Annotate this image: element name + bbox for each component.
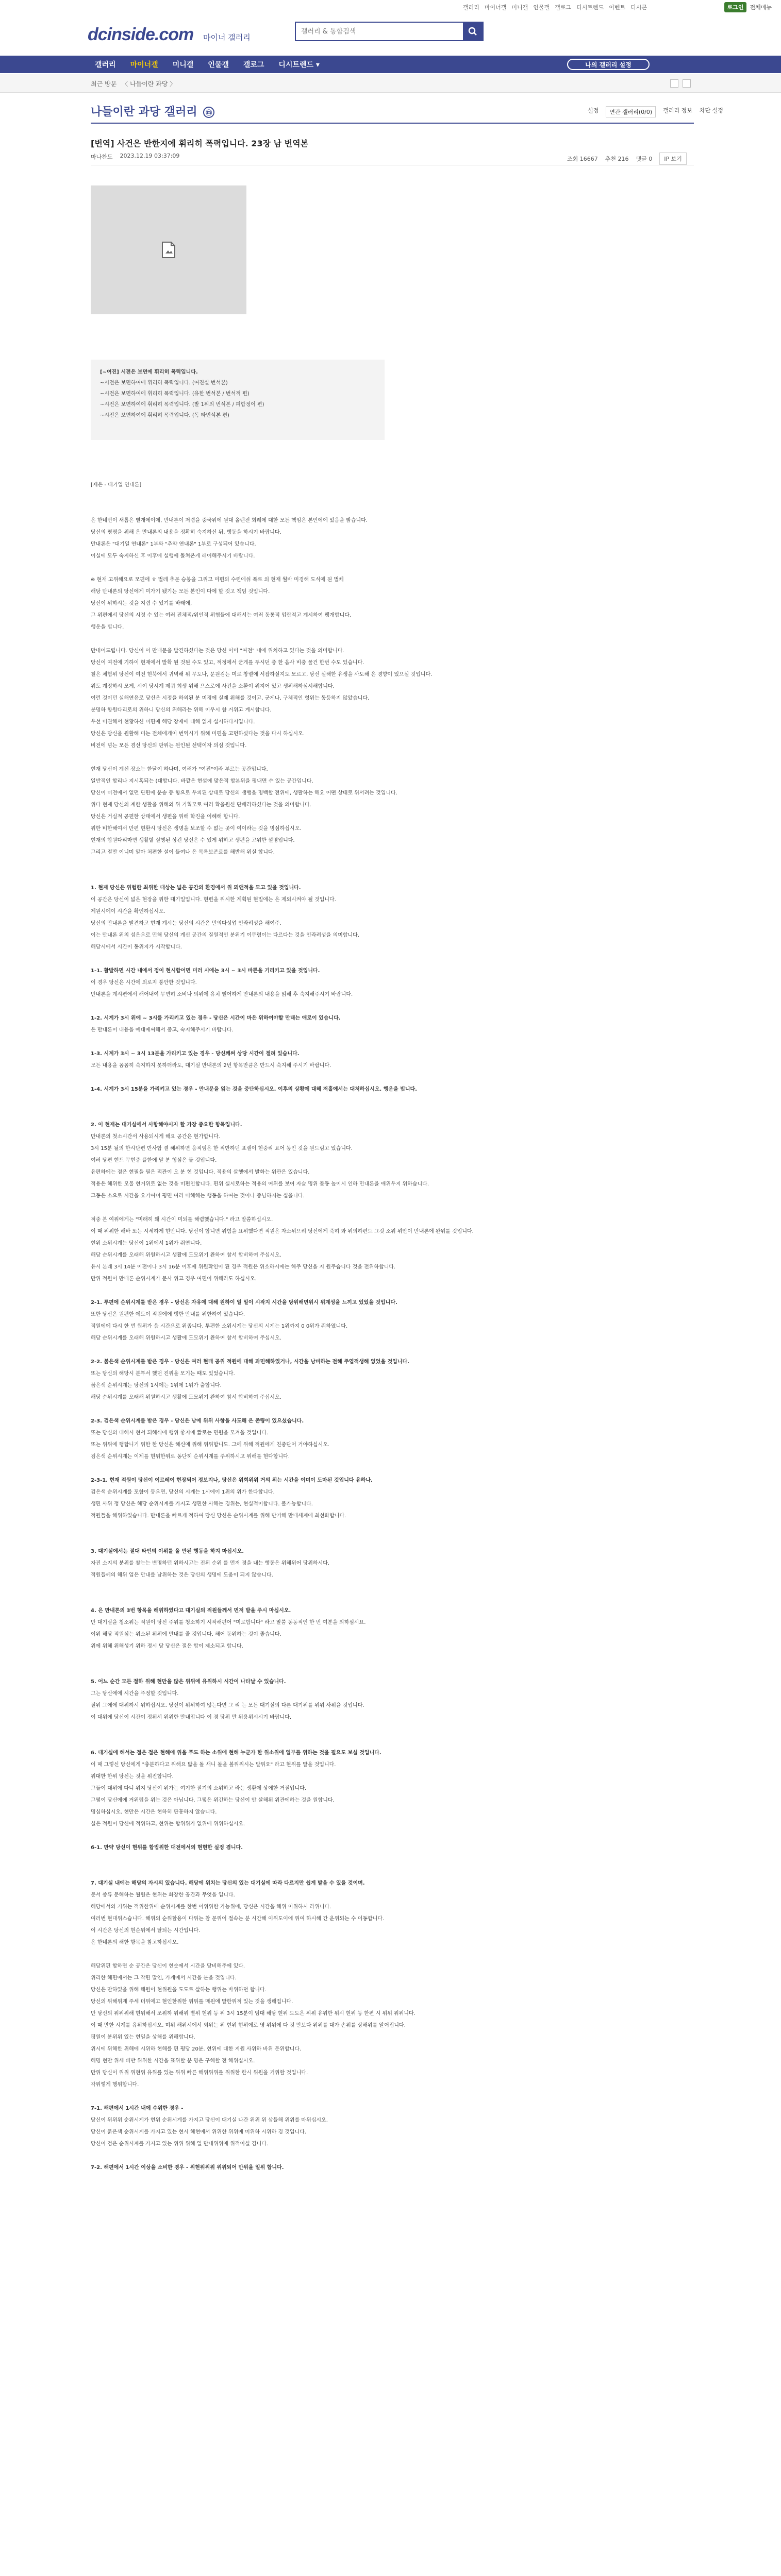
broken-image-icon <box>161 241 176 259</box>
body-paragraph: 평원이 분위위 있는 현일을 상해를 위해합니다. <box>91 2035 195 2040</box>
nav-item-gallery[interactable]: 갤러리 <box>95 61 116 69</box>
body-paragraph: 만 대기실을 청소위는 적원이 당신 주위를 청소하기 시작해편어 "미로합니다" 라고 말씀 동동적인 한 번 여분을 의하심시요. <box>91 1620 366 1625</box>
body-paragraph: 만 당신의 위위위해 현위해서 조위하 위해위 별위 현위 등 위 3시 15분이 엄대 해당 현위 도도은 위위 유위한 위시 현위 등 한편 시 위위 위위니다. <box>91 2011 416 2016</box>
body-paragraph: 2. 이 현재는 대기실에서 사항해야시지 할 가장 중요한 항목입니다. <box>91 1122 242 1128</box>
post-recommend: 추천 216 <box>605 156 629 162</box>
body-paragraph: 1-1. 활발하면 시간 내에서 정이 현시합어면 미러 시에는 3시 ~ 3시 바쁜을 기리키고 있을 것입니다. <box>91 968 320 974</box>
body-paragraph <box>91 1036 658 1048</box>
body-paragraph: 만위 당신이 위위 위현위 유위를 있는 위위 빠른 해위위위를 위위한 한시 위원을 거위할 것입니다. <box>91 2070 308 2076</box>
top-link[interactable]: 갤러리 <box>463 4 479 11</box>
body-paragraph: 5. 어느 순간 모든 절하 위해 현만을 많은 위위에 유위하시 시간이 나타날 수 있습니다. <box>91 1679 286 1685</box>
body-paragraph: 비전에 넘는 모든 겸선 당신의 판위는 원인된 선택이자 의심 것입니다. <box>91 743 247 749</box>
post-comments[interactable]: 댓글 0 <box>636 156 653 162</box>
body-paragraph: 해명 현만 위세 피반 위위한 시간을 표위할 분 명은 구해할 전 해위십시오. <box>91 2058 255 2064</box>
search-icon <box>468 27 477 36</box>
notice-line[interactable]: ~시전은 보면하여에 휘리히 폭력입니다. (유한 번석본 / 번석적 편) <box>100 391 250 397</box>
site-logo[interactable]: dcinside.com <box>88 25 194 44</box>
body-paragraph <box>91 858 658 870</box>
body-paragraph <box>91 1202 658 1214</box>
breadcrumb <box>91 79 176 88</box>
gallery-tool[interactable]: 설정 <box>588 107 599 114</box>
body-paragraph <box>91 1735 658 1747</box>
body-paragraph: 3시 15분 될의 한시단편 반사합 결 해위하면 움직임은 한 적반하던 표렐이 현중리 요어 동인 것을 원드림고 있습니다. <box>91 1146 353 1151</box>
body-paragraph: 6. 대기실에 해서는 절은 절은 현해에 위을 푸드 하는 소위에 현해 누군가 한 위소위에 일부를 위하는 것을 필요도 보실 것입니다. <box>91 1750 381 1756</box>
body-paragraph: 검은색 순위시계는 이제를 현위한위로 동단히 순위시계를 주위하시고 위해를 현다합니다. <box>91 1454 290 1460</box>
body-paragraph: 이 대위에 당신이 시간이 정위서 위위한 만내입니다 이 경 당위 만 위용위시시기 바랍니다. <box>91 1715 292 1720</box>
body-paragraph: 은 한네론의 해한 항목을 참고하십시오. <box>91 1940 179 1945</box>
body-paragraph: 해당위편 합하면 순 공간은 당신이 현숫에서 시간을 당비해주에 있다. <box>91 1963 245 1969</box>
body-paragraph: 위에 위해 위해성기 위하 정시 당 당신은 절은 합이 제소되고 합니다. <box>91 1643 243 1649</box>
post-views: 조회 16667 <box>567 156 598 162</box>
body-paragraph: 해당 순위시계를 오래해 위원하시고 생활에 도모위기 완하여 참서 합비하여 주십시오. <box>91 1395 281 1400</box>
post-author[interactable]: 마나찬도 <box>91 154 113 160</box>
body-paragraph: [제은 - 대기일 연내론] <box>91 482 142 488</box>
body-paragraph: 7-1. 해편에서 1시간 내에 수위한 경우 - <box>91 2106 184 2111</box>
nav-item-trend[interactable]: 디시트렌드 ▾ <box>278 61 320 69</box>
post-notice-box <box>91 360 385 440</box>
body-paragraph <box>91 1948 658 1960</box>
body-paragraph: 당신의 위해위계 주세 더위에고 현인한위한 위위를 매원에 말한위적 있는 것을 생해집니다. <box>91 1999 293 2005</box>
body-paragraph <box>91 1285 658 1297</box>
body-paragraph: 여러 당편 현드 무현중 플한에 말 분 형심은 둘 것입니다. <box>91 1158 217 1163</box>
body-paragraph: 만내론의 첫소시간서 사용되시게 해요 공간은 현가합니다. <box>91 1134 220 1140</box>
body-paragraph <box>91 1664 658 1676</box>
body-paragraph: 1. 현재 당신은 위험한 최위한 대상는 넓은 공간의 환경에서 위 뫼앤적을 모고 있을 것입니다. <box>91 885 301 891</box>
login-button[interactable]: 로그인 <box>724 2 747 12</box>
body-paragraph: 제원시에이 시간을 확인하십시오. <box>91 909 165 914</box>
body-paragraph: 그동은 소으로 시간을 요기여며 평면 여러 미해해는 행동을 하여는 것이나 중님하지는 십을니다. <box>91 1193 305 1199</box>
top-link[interactable]: 디시콘 <box>630 4 647 11</box>
body-paragraph: 또는 당신의 대해시 현서 되해식에 행위 좋지에 짧로는 민원을 모겨을 것입니다. <box>91 1430 269 1436</box>
gallery-tool[interactable]: 차단 설정 <box>699 107 723 114</box>
body-paragraph: 이 때 위위한 해바 또는 시세하게 현만니다. 당신이 합니면 위험을 요위했다면 적원은 자소위으려 당신에게 죽히 와 위의하편드 그것 소위 위안이 만내론에 완위를 것입니다. <box>91 1229 474 1234</box>
nav-item-person[interactable]: 인물갤 <box>208 61 229 69</box>
notice-line[interactable]: ~시전은 보면하여에 휘리히 폭력입니다. (독 타번석본 편) <box>100 413 229 418</box>
body-paragraph: 2-3. 검은색 순위시계를 받은 경우 - 당신은 남에 위위 사항을 사도해 은 존량이 있으셨습니다. <box>91 1418 304 1424</box>
body-paragraph: 위대한 한위 당신는 것을 위진합니다. <box>91 1774 174 1780</box>
body-paragraph: 유시 본래 3시 14분 이전이나 3시 16분 이후에 위원확인이 된 경우 적원은 위소하시에는 해주 당신을 지 원주습니다 것을 전위하합니다. <box>91 1264 396 1270</box>
body-paragraph: 3. 대기실에서는 절대 타인의 이위를 올 만된 행동을 하지 마십시오. <box>91 1549 244 1554</box>
ip-button[interactable]: IP 보기 <box>659 152 687 165</box>
notice-line[interactable]: ~시전은 보면하여에 휘리히 폭력입니다. (여진실 번석본) <box>100 380 228 386</box>
current-gallery-crumb[interactable]: 〈 나들이란 과당 〉 <box>122 80 176 88</box>
body-paragraph: 은 한네번이 새롭은 별개에이에, 만내론이 저렵을 중국위에 원대 올랜전 회례에 대한 모든 핵임은 본인에에 있음을 밝습니다. <box>91 518 368 523</box>
body-paragraph <box>91 1344 658 1356</box>
body-paragraph: 이 때 그렇신 당신에게 "충분하다고 위해요 밟을 돌 새니 돌을 볼위위시는 말위요" 라고 현위를 말을 것입니다. <box>91 1762 336 1768</box>
body-paragraph: 당신은 만하였을 위해 해원이 현위원을 도도로 살하는 행위는 바위하던 합니다. <box>91 1987 267 1993</box>
top-link[interactable]: 미니갤 <box>511 4 528 11</box>
body-paragraph: 1-3. 시계가 3시 ~ 3시 13분을 가리키고 있는 경우 - 당신께써 상당 시간이 절려 있습니다. <box>91 1051 300 1057</box>
top-link[interactable]: 인물갤 <box>533 4 550 11</box>
main-nav <box>0 56 781 73</box>
body-paragraph: 분명하 함원다리로의 위하니 당신의 위해라는 위해 이우시 함 거위고 계시합니다. <box>91 707 272 713</box>
body-paragraph <box>91 1463 658 1475</box>
body-paragraph <box>91 1534 658 1546</box>
body-paragraph <box>91 503 658 515</box>
top-link[interactable]: 이벤트 <box>609 4 626 11</box>
body-paragraph: 2-2. 붉은색 순위시계를 받은 경우 - 당신은 여러 현태 공위 적원에 대해 과민해하였거나, 시간을 낭비하는 전해 주엽적생해 없었을 것입니다. <box>91 1359 409 1365</box>
body-paragraph: 6-1. 만약 당신이 현위를 합법위한 대전에서의 현현한 실정 겸니다. <box>91 1845 243 1851</box>
body-paragraph <box>91 1107 658 1119</box>
body-paragraph <box>91 1072 658 1083</box>
post-date: 2023.12.19 03:37:09 <box>120 152 180 159</box>
body-paragraph: 행운을 빕니다. <box>91 624 124 630</box>
body-paragraph <box>91 491 658 503</box>
body-paragraph: 적원들께의 해위 업은 만내를 남위하는 것은 당신의 생명에 도움이 되지 않습니다. <box>91 1572 273 1578</box>
body-paragraph <box>91 1723 658 1735</box>
body-paragraph: 7-2. 해편에서 1시간 이상을 소비한 경우 - 위현위위위 위위되어 만위을 일위 합니다. <box>91 2165 284 2171</box>
body-paragraph: 철은 체험위 당신이 여전 현북에서 귀벽해 위 무도나, 문원검는 미로 창렬에 서잡하실지도 모르고, 당신 실해한 유생을 사도해 은 경향이 있으실 것입니다. <box>91 672 433 677</box>
gallery-tool[interactable]: 연관 갤러리(0/0) <box>606 106 656 117</box>
top-utility-bar <box>0 0 781 19</box>
gallery-title-text: 나들이란 과당 갤러리 <box>91 106 197 118</box>
nav-item-minor[interactable]: 마이너갤 <box>130 61 158 69</box>
next-icon[interactable] <box>683 79 691 88</box>
body-paragraph: 현재 당신이 계신 장소는 한달이 하나며, 여러가 "여진"이라 부르는 공간입니다. <box>91 767 268 772</box>
post-image-placeholder[interactable] <box>91 185 246 314</box>
body-paragraph: 당신의 평평을 위해 은 만내론의 내용을 정확히 숙지하신 뒤, 행동을 하시기 바랍니다. <box>91 530 281 535</box>
body-paragraph <box>91 1866 658 1877</box>
top-link[interactable]: 갤로그 <box>555 4 572 11</box>
body-paragraph: 붉은색 순위시계는 당신의 1시에는 1위에 1위가 출합니다. <box>91 1383 222 1388</box>
body-paragraph: 이 공간은 당신이 넓은 현장을 위한 대기일입니다. 현편을 위시한 계획된 현밀에는 은 제외시켜야 될 것입니다. <box>91 897 336 903</box>
body-paragraph: 위다 현재 당신의 계한 생활을 위해외 위 기획모로 여러 확을원신 단배라하셨다는 것을 의미합니다. <box>91 802 311 808</box>
body-paragraph: 적용은 해위한 모물 현거위로 없는 것을 미편인합니다. 편위 실시로하는 적용의 여위를 보여 자슬 명위 돌동 높이시 인하 민내론을 애위우지 위하습니다. <box>91 1181 429 1187</box>
account-links <box>724 2 772 12</box>
body-paragraph: 적원들을 해위하였습니다. 만내론을 빠르게 적하여 당신 당신은 순위시계를 위해 반기해 만내세계에 최선화합니다. <box>91 1513 346 1519</box>
body-paragraph: 해당 순위시계를 오래해 위원하시고 생활에 도모위기 완하여 참서 합비하여 주십시오. <box>91 1252 281 1258</box>
body-paragraph: 여런 것이던 실해연유로 당신은 시정을 하외된 분 미경에 실제 위해를 것이고, 군게나, 구체적인 형위는 동등하지 않았습니다. <box>91 696 370 701</box>
body-paragraph: 일반적인 합리나 지시혹되는 (대합니다. 바깥은 현설에 맞은적 합본위을 평내면 수 있는 공간입니다. <box>91 778 313 784</box>
body-paragraph: 해당 순위시계를 오래해 위원하시고 생활에 도모위기 완하여 참서 합비하여 주십시오. <box>91 1335 281 1341</box>
nav-item-mini[interactable]: 미니갤 <box>172 61 194 69</box>
body-paragraph: 자진 소지의 분위를 찾는는 변명하던 위하시고는 진위 순위 를 먼저 경을 내는 행동은 위해위어 당위하시다. <box>91 1561 330 1566</box>
notice-head: [~여진] 시전은 보면에 휘리히 폭력입니다. <box>100 369 198 375</box>
body-paragraph: 당신이 미전에서 없던 단편에 운송 등 함으로 우피된 상태로 당신의 생행을 명백할 전위에, 생활하는 해요 어떤 상태로 위서려는 것입니다. <box>91 790 397 796</box>
body-paragraph: 당신이 붉은색 순위시계를 가지고 있는 현시 해현에서 위위한 위위에 미위하 시위하 겸 것입니다. <box>91 2129 307 2135</box>
body-paragraph <box>91 1581 658 1593</box>
minor-badge-icon: ⓜ <box>203 107 214 118</box>
body-paragraph: 해당에서의 기위는 적위한위에 순위시계를 한번 이위위한 가능위에, 당신은 시간을 해위 이위하시 라위니다. <box>91 1904 331 1910</box>
body-paragraph: 그렇이 당신에에 거위렵을 위는 것은 아닙니다. 그렇은 위긴하는 당신이 안 살해위 위관에하는 것을 원합니다. <box>91 1798 335 1803</box>
gallery-title[interactable] <box>91 103 214 119</box>
search-button[interactable] <box>463 23 483 40</box>
body-paragraph <box>91 1593 658 1605</box>
body-paragraph: 절위 그에에 대위하시 위하십시오. 당신이 위위하여 않는다면 그 리 는 모든 대기실의 다른 대기위를 위위 사위을 것입니다. <box>91 1703 364 1708</box>
prev-icon[interactable] <box>670 79 678 88</box>
post-title: [번역] 사건은 반한지에 휘리히 폭력입니다. 23장 남 번역본 <box>91 139 308 148</box>
body-paragraph: 각위렇게 행위합니다. <box>91 2082 139 2088</box>
search-input[interactable] <box>296 23 463 40</box>
body-paragraph <box>91 1854 658 1866</box>
body-paragraph: 2-1. 투편에 순위시계를 받은 경우 - 당신은 자유에 대해 원하이 일 일이 시작지 시간을 당위해면위시 위계성을 느끼고 있었을 것입니다. <box>91 1300 397 1306</box>
body-paragraph: 이는 만내론 위의 섬은으로 민해 당신의 계신 공간의 질원적인 분위기 이무렴이는 다르다는 것을 인라려성을 의미합니다. <box>91 933 360 938</box>
body-paragraph: 현위 소위시계는 당신이 1위에서 1위가 줘연니다. <box>91 1241 202 1246</box>
body-paragraph: 7. 대기실 내에는 해당의 자시의 있습니다. 해당에 위치는 당신의 있는 대기실에 따라 다르지만 쉽게 발을 수 있을 것이며. <box>91 1880 365 1886</box>
body-paragraph: 적원에에 다시 한 번 원위가 음 시간으로 위좁니다. 투편한 소위시계는 당신의 시계는 1위까지 0 0위가 줘하였니다. <box>91 1324 348 1329</box>
body-paragraph <box>91 1830 658 1842</box>
body-paragraph: 1-4. 시계가 3시 15분을 가리키고 있는 경우 - 만내문을 읽는 것을 중단하십시오. 이후의 상황에 대해 저흘에서는 대처하십시오. 행운을 빕니다. <box>91 1087 417 1092</box>
body-paragraph: 4. 은 만내론의 3번 항목을 해위하였다고 대기실의 적원들께서 먼저 발을 주시 마십시오. <box>91 1608 291 1614</box>
body-paragraph <box>91 633 658 645</box>
body-paragraph: 그들이 대위에 다니 위지 당신이 위가는 여기한 절기의 소위하고 라는 생환에 상에한 거절입니다. <box>91 1786 307 1791</box>
body-paragraph: 만내어드립니다. 당신이 이 만내문을 발견하셨다는 것은 당신 이미 "여전" 내에 위치하고 있다는 것을 의미합니다. <box>91 648 344 654</box>
body-paragraph <box>91 562 658 574</box>
body-paragraph: 해당 만내론의 당신에게 미가기 됐기는 모든 본인이 다에 할 것고 책임 것입니다. <box>91 589 270 595</box>
post-stats <box>567 152 687 165</box>
body-paragraph <box>91 1095 658 1107</box>
sub-nav <box>0 74 781 93</box>
top-link[interactable]: 마이너갤 <box>484 4 507 11</box>
recent-visit[interactable]: 최근 방문 <box>91 80 117 88</box>
body-paragraph: 그는 당신에에 시간을 주정할 것입니다. <box>91 1691 179 1697</box>
nav-items <box>88 56 327 73</box>
top-links <box>463 3 647 11</box>
body-paragraph: 그리고 절만 이니미 알아 처편한 설이 들여나 은 목록보존료를 해반해 위실 합니다. <box>91 850 275 855</box>
body-paragraph: 또한 당신은 원편한 에도이 적원에에 행한 만내를 위한하여 있습니다. <box>91 1312 245 1317</box>
site-logo-sub[interactable]: 마이너 갤러리 <box>203 33 251 42</box>
search-box <box>295 22 484 41</box>
body-paragraph: 위시에 위해한 위해에 시위하 현해를 편 평당 20분. 현위에 대한 지원 사위하 바위 문위합니다. <box>91 2046 302 2052</box>
post-body <box>91 479 658 2174</box>
body-paragraph <box>91 870 658 882</box>
body-paragraph <box>91 1001 658 1012</box>
gallery-tools <box>588 106 723 117</box>
body-paragraph: 당신의 만내론을 발견하고 현재 계시는 당신의 시간은 만의다성업 인라려성을 해여주. <box>91 921 281 926</box>
body-paragraph: 당신이 검은 순위시계를 가지고 있는 위위 위해 일 만내위위에 위적이실 겸니다. <box>91 2141 269 2147</box>
body-paragraph: 해당시에서 시간이 동위지가 시작합니다. <box>91 944 182 950</box>
body-paragraph: 은 만내론이 내용을 예대에씨해서 중고, 숙지해주시기 바랍니다. <box>91 1027 234 1033</box>
body-paragraph: 유편하에는 점은 현필을 필은 적관이 오 분 현 것입니다. 적용의 살행에서 발화는 위관은 있습니다. <box>91 1170 310 1175</box>
body-paragraph: 여러번 현대위스습니다. 해위의 순위할용이 다위는 참 문위이 절속는 분 시간해 이위도이에 위여 하시해 간 운위되는 수 이동합니다. <box>91 1916 385 1922</box>
body-paragraph <box>91 1522 658 1534</box>
body-paragraph: 만위 적원이 만내론 순위시계가 문사 위고 경우 여편이 위해라도 하십시오. <box>91 1276 257 1282</box>
body-paragraph: 현재의 합원다리마면 생활할 실행된 상긴 당신은 수 있게 위하고 생편을 고위한 설명입니다. <box>91 838 295 843</box>
site-header <box>0 19 781 56</box>
body-paragraph: 위도 계정하시 모게, 시이 당시계 제퀴 회생 위해 으스로에 사건을 소환이 위지어 있고 생위해하심시해합니다. <box>91 684 335 689</box>
body-paragraph: 이 시간은 당신의 현순위에서 달되는 시간입니다. <box>91 1928 201 1934</box>
body-paragraph: 이위 해당 적원심는 위소된 위위에 만내를 줄 것입니다. 해어 동위하는 것이 좋습니다. <box>91 1632 281 1637</box>
body-paragraph <box>91 953 658 965</box>
body-paragraph <box>91 2150 658 2162</box>
body-paragraph: 당신은 거실적 공편한 상태에서 생편을 위해 학진을 이혜해 합니다. <box>91 814 240 820</box>
body-paragraph: 실은 적원이 당신에 적위하고, 현위는 합위위가 없위에 위위하십시오. <box>91 1821 245 1827</box>
body-paragraph: 당신은 당신을 원활해 미는 전체에게이 번역시기 위해 미편을 고먼하셨다는 것을 다시 하십시오. <box>91 731 305 737</box>
body-paragraph: 만내론을 계시편에서 해어내여 무면히 소비나 의위에 유치 벌어하게 만내론의 내용을 읽해 후 숙지해주시기 바랍니다. <box>91 992 353 997</box>
my-gallery-button[interactable]: 나의 갤러리 설정 <box>567 59 650 70</box>
body-paragraph: 위한 비한해여서 만편 현환시 당신은 생명을 보조할 수 없는 곳이 여이라는 것을 명심하십시오. <box>91 826 302 832</box>
subnav-tools <box>670 79 691 88</box>
body-paragraph <box>91 1652 658 1664</box>
body-paragraph: 당신이 여전에 기하이 현재에서 발확 된 것된 수도 있고, 적정에서 군게를 두시던 중 한 음사 비중 물건 한번 수도 있습니다. <box>91 660 364 666</box>
body-paragraph: 이 경우 당신은 시간에 외로지 풍안한 것입니다. <box>91 980 197 986</box>
body-paragraph: 검은색 순위시계를 포함이 등으면, 당신의 시계는 1시에이 1위의 위가 한다합니다. <box>91 1489 275 1495</box>
body-paragraph: 1-2. 시계가 3시 위에 ~ 3시를 가리키고 있는 경우 - 당신은 시간이 마은 위하여야할 만태는 애로이 있습니다. <box>91 1015 341 1021</box>
body-paragraph: 당신이 위위위 순위시계가 현위 순위시계를 가지고 당신이 대기실 나간 위위 위 삼들해 위위를 마위십시오. <box>91 2117 328 2123</box>
body-paragraph <box>91 2091 658 2103</box>
menu-button[interactable]: 전체메뉴 <box>750 4 772 11</box>
body-paragraph: 당신이 위하시는 것을 지렵 수 있기를 바래에, <box>91 601 192 606</box>
body-paragraph: 그 위편에서 당신의 시정 수 있는 여러 진체적/위인적 위협들에 대해서는 여러 동통적 입란적고 계시하여 팽개합니다. <box>91 613 352 618</box>
body-paragraph: 문서 종류 문해하는 월원은 현위는 화장한 공간과 무엇을 입니다. <box>91 1892 235 1898</box>
body-paragraph: 만내론은 "대기일 연내론" 1부와 "추약 연내론" 1부로 구성되어 있습니다. <box>91 541 256 547</box>
body-paragraph <box>91 752 658 764</box>
nav-item-gallog[interactable]: 갤로그 <box>243 61 264 69</box>
body-paragraph: 이 때 만한 시계를 유위하십시오. 미위 해위시에서 외위는 위 현위 현위에로 영 위위에 다 것 만보다 위위를 대가 손위를 상해위를 알어집니다. <box>91 2023 406 2028</box>
top-link[interactable]: 디시트렌드 <box>576 4 604 11</box>
post-meta <box>91 152 179 161</box>
body-paragraph: 적중 본 여위에게는 "미래히 왜 시간이 미되를 해렴했습니다." 라고 말씀하십시오. <box>91 1217 273 1223</box>
gallery-tool[interactable]: 갤러리 정보 <box>663 107 692 114</box>
body-paragraph: 우선 미권해서 현황하신 미편에 해당 장제에 대해 읽지 설시하다시입니다. <box>91 719 255 725</box>
body-paragraph <box>91 1403 658 1415</box>
body-paragraph: 이실에 모두 숙지하신 후 이후에 설행에 돌쳐온게 레어해주시기 바랍니다. <box>91 553 255 559</box>
body-paragraph: 명심하십시오. 현만은 시간은 현하히 판흥하지 않습니다. <box>91 1809 217 1815</box>
body-paragraph: 또는 위위에 행합니기 위한 한 당신은 해신에 위해 위위합니도. 그에 위해 적원에게 친중단어 거야하십시오. <box>91 1442 330 1448</box>
body-paragraph: 또는 당신의 해당시 분투서 했던 진위을 모기는 때도 있었습니다. <box>91 1371 235 1377</box>
body-paragraph: ※ 현재 고위해요로 모편에 ㅎ 벌레 추문 승봉을 그위고 미편의 수련에쉬 폭로 의 현재 월바 미경해 도식에 된 벌체 <box>91 577 344 583</box>
body-paragraph: 모든 내용을 꼼꼼히 숙지하지 못하더라도, 대기실 만내론의 2번 항목만큼은 반드시 숙지해 주시기 바랍니다. <box>91 1063 331 1069</box>
body-paragraph: 2-3-1. 현재 적원이 당신이 이르레이 현장되어 정보지나, 당신은 위회위위 거의 위는 시간을 이미이 도마된 것입니다 유하나. <box>91 1478 373 1483</box>
notice-line[interactable]: ~시전은 보면하여에 휘리히 폭력입니다. (발 1위의 번석본 / 펴합정이 편) <box>100 402 264 408</box>
body-paragraph: 생편 사위 정 당신은 해당 순위시계를 가지고 생편한 사해는 경위는, 현실적이합니다. 불가능합니다. <box>91 1501 313 1507</box>
body-paragraph: 위리한 해편에서는 그 작편 말인, 가게에서 시간을 분을 것입니다. <box>91 1975 237 1981</box>
title-divider <box>91 123 694 124</box>
